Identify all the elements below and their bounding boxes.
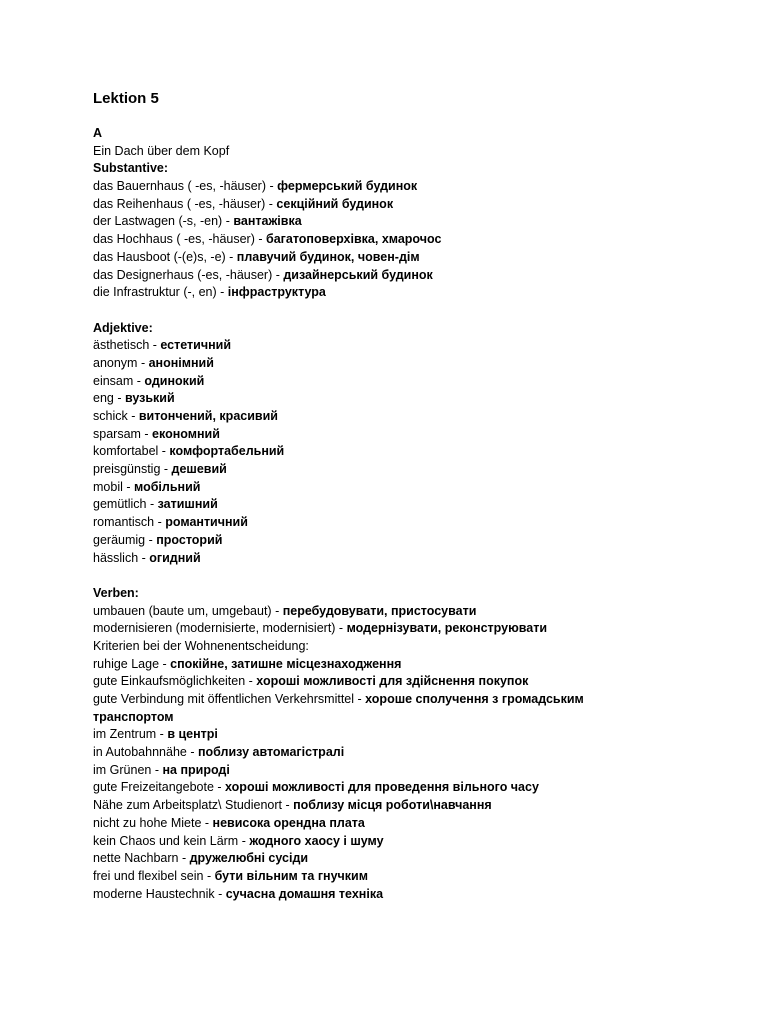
separator: - [127,409,139,423]
section-letter: A [93,126,103,140]
separator: - [140,426,153,441]
separator: - [271,603,283,618]
ukrainian-translation: економний [152,426,220,441]
vocab-entry [93,373,753,391]
german-term: Nähe zum Arbeitsplatz\ Studienort [93,798,282,813]
ukrainian-translation: бути вільним та гнучким [214,868,368,883]
german-term: der Lastwagen (-s, -en) [93,214,223,229]
adjektive-list [93,337,753,567]
ukrainian-translation: одинокий [144,373,205,388]
separator: - [149,338,161,353]
german-term: ästhetisch [93,338,150,353]
separator: - [113,391,125,406]
separator: - [254,232,266,247]
vocab-entry [93,744,753,762]
ukrainian-translation: естетичний [160,338,232,353]
separator: - [156,727,168,742]
german-term: das Reihenhaus ( -es, -häuser) [93,196,266,211]
ukrainian-translation: просторий [156,532,223,547]
separator: - [122,479,134,494]
ukrainian-translation: комфортабельний [169,444,285,459]
separator: - [159,656,171,671]
ukrainian-translation: поблизу місця роботи\навчання [293,798,492,813]
ukrainian-translation: вантажівка [233,214,302,229]
separator: - [154,515,166,530]
kriterien-list [93,656,753,904]
ukrainian-translation: дешевий [171,462,227,477]
vocab-entry [93,886,753,904]
separator: - [146,497,158,512]
ukrainian-translation: спокійне, затишне місцезнаходження [170,656,402,671]
vocab-entry [93,868,753,886]
ukrainian-translation: жодного хаосу і шуму [249,833,384,848]
german-term: das Hausboot (-(e)s, -e) [93,249,226,264]
german-term: mobil [93,479,123,494]
vocab-entry [93,779,753,797]
vocab-entry [93,532,753,550]
ukrainian-translation: дружелюбні сусіди [189,851,309,866]
separator: - [158,444,170,459]
separator: - [145,532,157,547]
german-term: hässlich [93,550,139,565]
vocab-entry [93,514,753,532]
ukrainian-translation: дизайнерський будинок [283,267,433,282]
ukrainian-translation: хороші можливості для проведення вільного часу [225,780,539,795]
separator: - [203,868,215,883]
ukrainian-translation: анонімний [148,355,214,370]
german-term: nicht zu hohe Miete [93,815,202,830]
separator: - [222,214,234,229]
separator: - [335,621,347,636]
separator: - [186,745,198,760]
german-term: das Bauernhaus ( -es, -häuser) [93,179,267,194]
vocab-entry [93,550,753,568]
vocab-entry [93,355,753,373]
german-term: sparsam [93,426,141,441]
ukrainian-translation: плавучий будинок, човен-дім [236,249,420,264]
separator: - [214,886,226,901]
ukrainian-translation: романтичний [165,515,248,530]
ukrainian-translation: на природі [162,762,230,777]
ukrainian-translation: витончений, красивий [138,409,278,423]
german-term: schick [93,409,128,423]
german-term: kein Chaos und kein Lärm [93,833,239,848]
german-term: geräumig [93,532,146,547]
vocab-entry [93,337,753,355]
vocab-entry [93,726,753,744]
vocab-entry [93,249,753,267]
vocab-entry [93,762,753,780]
german-term: umbauen (baute um, umgebaut) [93,603,272,618]
ukrainian-translation: вузький [124,391,175,406]
vocab-entry [93,213,753,231]
german-term: ruhige Lage [93,656,160,671]
separator: - [238,833,250,848]
ukrainian-translation: сучасна домашня техніка [225,886,384,901]
vocab-entry [93,284,753,302]
separator: - [151,762,163,777]
german-term: das Hochhaus ( -es, -häuser) [93,232,255,247]
german-term: komfortabel [93,444,159,459]
ukrainian-translation: затишний [157,497,218,512]
substantive-label: Substantive: [93,161,169,176]
ukrainian-translation: огидний [149,550,201,565]
vocab-entry [93,178,753,196]
separator: - [138,550,150,565]
verben-label: Verben: [93,585,139,600]
vocab-entry [93,496,753,514]
ukrainian-translation: хороше сполучення з громадським транспортом [93,692,584,724]
separator: - [266,179,278,194]
vocab-entry [93,815,753,833]
vocab-entry [93,231,753,249]
ukrainian-translation: багатоповерхівка, хмарочос [266,232,442,247]
german-term: preisgünstig [93,462,161,477]
separator: - [133,373,145,388]
german-term: romantisch [93,515,155,530]
vocab-entry [93,267,753,285]
ukrainian-translation: мобільний [133,479,201,494]
vocab-entry [93,691,653,726]
vocab-entry [93,443,753,461]
spacer [93,302,753,320]
vocab-entry [93,461,753,479]
ukrainian-translation: хороші можливості для здійснення покупок [256,674,529,689]
vocab-entry [93,603,753,621]
separator: - [216,285,228,300]
separator: - [245,674,257,689]
german-term: gute Verbindung mit öffentlichen Verkehrsmittel [93,692,355,706]
vocab-entry [93,426,753,444]
vocab-entry [93,673,753,691]
ukrainian-translation: модернізувати, реконструювати [346,621,548,636]
separator: - [178,851,190,866]
separator: - [137,355,149,370]
vocab-entry [93,850,753,868]
vocab-entry [93,656,753,674]
german-term: gute Einkaufsmöglichkeiten [93,674,246,689]
vocab-entry [93,196,753,214]
german-term: einsam [93,373,134,388]
ukrainian-translation: інфраструктура [227,285,326,300]
german-term: die Infrastruktur (-, en) [93,285,217,300]
page-title: Lektion 5 [93,90,159,107]
separator: - [265,196,277,211]
ukrainian-translation: поблизу автомагістралі [197,745,345,760]
german-term: nette Nachbarn [93,851,179,866]
adjektive-label: Adjektive: [93,320,153,335]
german-term: eng [93,391,114,406]
german-term: modernisieren (modernisierte, modernisiert) [93,621,336,636]
separator: - [354,692,366,706]
german-term: im Grünen [93,762,152,777]
separator: - [272,267,284,282]
german-term: im Zentrum [93,727,157,742]
german-term: in Autobahnnähe [93,745,187,760]
vocab-entry [93,833,753,851]
separator: - [160,462,172,477]
ukrainian-translation: секційний будинок [276,196,394,211]
kriterien-label: Kriterien bei der Wohnenentscheidung: [93,638,309,653]
section-heading: Ein Dach über dem Kopf [93,143,230,158]
vocab-entry [93,390,753,408]
vocab-entry [93,620,753,638]
ukrainian-translation: фермерський будинок [277,179,418,194]
vocab-entry [93,797,753,815]
spacer [93,567,753,585]
german-term: gute Freizeitangebote [93,780,214,795]
ukrainian-translation: в центрі [167,727,218,742]
german-term: moderne Haustechnik [93,886,215,901]
separator: - [282,798,294,813]
german-term: gemütlich [93,497,147,512]
german-term: anonym [93,355,138,370]
separator: - [201,815,213,830]
vocab-entry [93,479,753,497]
separator: - [213,780,226,795]
verben-list [93,603,753,638]
ukrainian-translation: невисока орендна плата [212,815,365,830]
separator: - [225,249,237,264]
document-page [93,89,753,903]
vocab-entry [93,408,753,426]
ukrainian-translation: перебудовувати, пристосувати [282,603,477,618]
german-term: frei und flexibel sein [93,868,204,883]
german-term: das Designerhaus (-es, -häuser) [93,267,273,282]
substantive-list [93,178,753,302]
